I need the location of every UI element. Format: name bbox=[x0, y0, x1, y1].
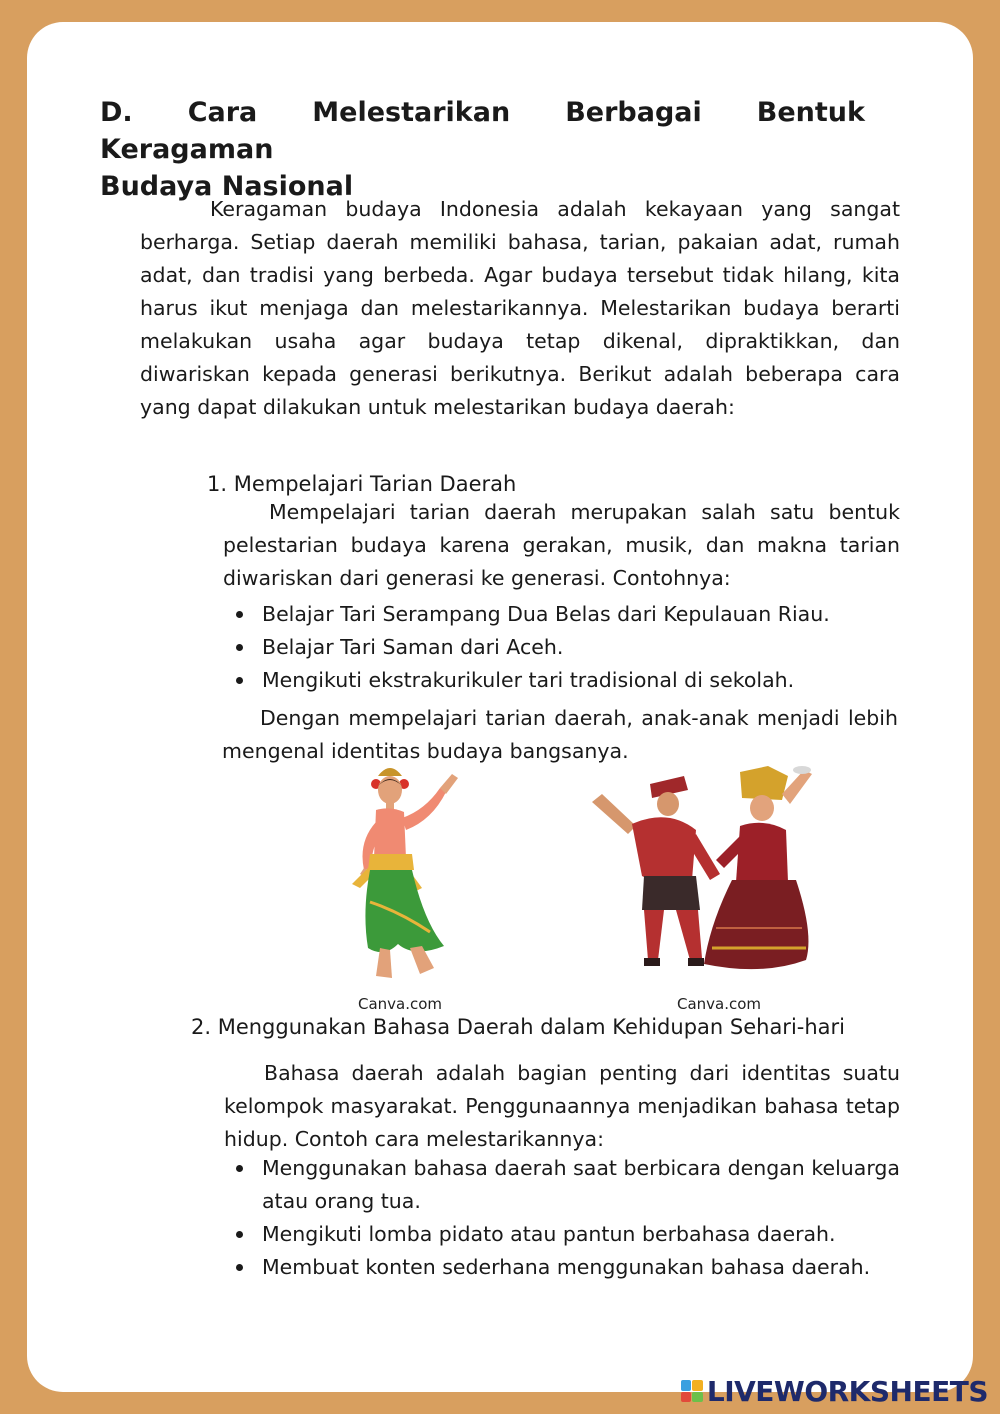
section-title bbox=[100, 94, 865, 205]
list-item: Belajar Tari Saman dari Aceh. bbox=[224, 631, 900, 664]
bullet-icon bbox=[236, 1264, 243, 1271]
list-item: Mengikuti lomba pidato atau pantun berbahasa daerah. bbox=[224, 1218, 900, 1251]
minang-dancers-illustration bbox=[592, 764, 814, 978]
section1-bullet-list bbox=[224, 598, 900, 697]
liveworksheets-wordmark: LIVEWORKSHEETS bbox=[706, 1374, 988, 1408]
section2-heading: 2. Menggunakan Bahasa Daerah dalam Kehidupan Sehari-hari bbox=[191, 1015, 846, 1039]
section2-paragraph: Bahasa daerah adalah bagian penting dari identitas suatu kelompok masyarakat. Penggunaannya menjadikan bahasa tetap hidup. Contoh cara melestarikannya: bbox=[224, 1061, 900, 1151]
liveworksheets-logo bbox=[681, 1376, 988, 1406]
section1-paragraph: Mempelajari tarian daerah merupakan salah satu bentuk pelestarian budaya karena gerakan, musik, dan makna tarian diwariskan dari generasi ke generasi. Contohnya: bbox=[223, 500, 900, 590]
list-item: Membuat konten sederhana menggunakan bahasa daerah. bbox=[224, 1251, 900, 1284]
image-caption-right: Canva.com bbox=[677, 995, 762, 1013]
liveworksheets-mark-icon bbox=[681, 1380, 703, 1402]
section1-heading: 1. Mempelajari Tarian Daerah bbox=[207, 472, 517, 496]
section2-bullet-list bbox=[224, 1152, 900, 1284]
section1-closing: Dengan mempelajari tarian daerah, anak-anak menjadi lebih mengenal identitas budaya bangsanya. bbox=[222, 706, 898, 763]
bullet-icon bbox=[236, 677, 243, 684]
list-item: Belajar Tari Serampang Dua Belas dari Kepulauan Riau. bbox=[224, 598, 900, 631]
image-caption-left: Canva.com bbox=[358, 995, 443, 1013]
list-item: Menggunakan bahasa daerah saat berbicara dengan keluarga atau orang tua. bbox=[224, 1152, 900, 1218]
bullet-icon bbox=[236, 611, 243, 618]
bullet-icon bbox=[236, 1231, 243, 1238]
intro-paragraph: Keragaman budaya Indonesia adalah kekayaan yang sangat berharga. Setiap daerah memiliki bahasa, tarian, pakaian adat, rumah adat, dan tradisi yang berbeda. Agar budaya tersebut tidak hilang, kita harus ikut menjaga dan melestarikannya. Melestarikan budaya berarti melakukan usaha agar budaya tetap dikenal, dipraktikkan, dan diwariskan kepada generasi berikutnya. Berikut adalah beberapa cara yang dapat dilakukan untuk melestarikan budaya daerah: bbox=[140, 197, 900, 419]
bullet-icon bbox=[236, 644, 243, 651]
title-line-1: D. Cara Melestarikan Berbagai Bentuk Keragaman bbox=[100, 97, 865, 165]
bullet-icon bbox=[236, 1165, 243, 1172]
title-line-2: Budaya Nasional bbox=[100, 171, 354, 202]
balinese-dancer-illustration bbox=[340, 762, 465, 990]
list-item: Mengikuti ekstrakurikuler tari tradisional di sekolah. bbox=[224, 664, 900, 697]
